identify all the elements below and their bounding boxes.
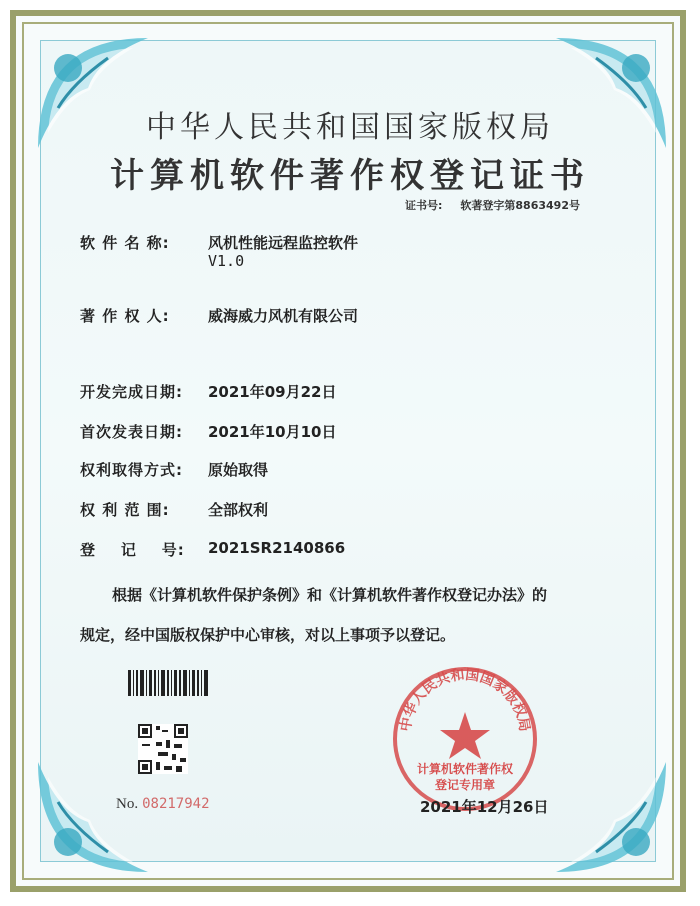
issuer-title: 中华人民共和国国家版权局 — [146, 110, 554, 145]
qr-code — [138, 724, 188, 774]
seal-center-line-2: 登记专用章 — [434, 778, 495, 792]
certificate-number — [405, 197, 580, 213]
field-label: 登 记 号: — [80, 541, 185, 559]
statement-line-1: 根据《计算机软件保护条例》和《计算机软件著作权登记办法》的 — [112, 586, 548, 604]
field-rights-scope — [80, 499, 269, 520]
certificate-number-value: 软著登字第8863492号 — [460, 199, 580, 212]
corner-ornament-bottom-right — [546, 752, 676, 882]
field-value: 全部权利 — [208, 501, 269, 519]
field-registration-number — [80, 539, 346, 560]
field-label: 权利取得方式: — [80, 461, 183, 479]
serial-number-value: 08217942 — [142, 796, 210, 812]
barcode — [128, 670, 208, 696]
field-publication-date — [80, 421, 337, 442]
serial-number-label: No. — [116, 796, 139, 812]
seal-center-line-1: 计算机软件著作权 — [416, 762, 513, 776]
field-value: 风机性能远程监控软件 — [208, 234, 359, 252]
certificate-title: 计算机软件著作权登记证书 — [110, 156, 590, 196]
seal-ring-text: 中华人民共和国国家版权局 — [397, 666, 533, 733]
field-value: 威海威力风机有限公司 — [208, 307, 359, 325]
field-value: 2021年10月10日 — [208, 423, 337, 441]
issue-date: 2021年12月26日 — [420, 798, 549, 816]
field-label: 开发完成日期: — [80, 383, 183, 401]
field-completion-date — [80, 381, 337, 402]
field-label: 软 件 名 称: — [80, 234, 170, 252]
statement-line-2: 规定，经中国版权保护中心审核，对以上事项予以登记。 — [80, 626, 456, 644]
field-acquisition-method — [80, 459, 269, 480]
field-value: 2021SR2140866 — [208, 539, 346, 557]
field-copyright-owner — [80, 305, 359, 326]
field-value: 原始取得 — [208, 461, 269, 479]
field-label: 首次发表日期: — [80, 423, 183, 441]
field-label: 著 作 权 人: — [80, 307, 170, 325]
serial-number — [116, 796, 210, 813]
certificate-number-label: 证书号: — [405, 199, 443, 212]
field-software-name — [80, 232, 359, 253]
field-label: 权 利 范 围: — [80, 501, 170, 519]
field-value: 2021年09月22日 — [208, 383, 337, 401]
software-version: V1.0 — [208, 252, 245, 270]
